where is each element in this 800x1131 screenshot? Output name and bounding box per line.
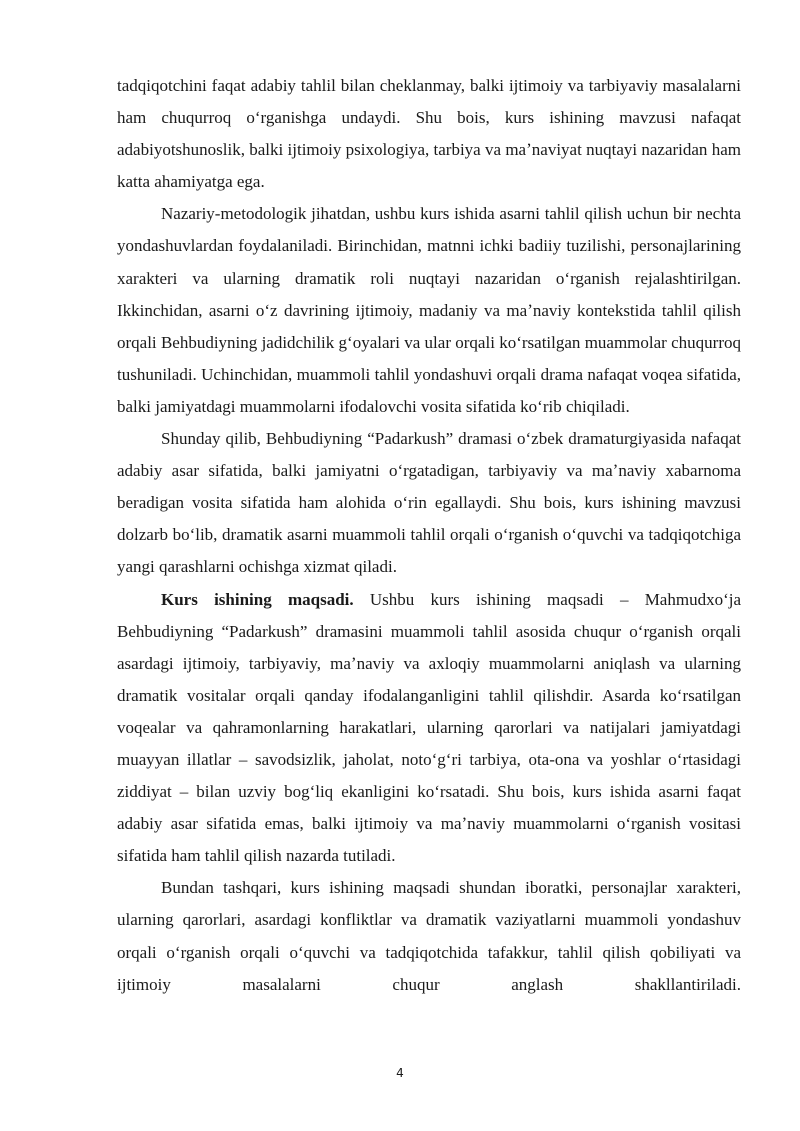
page-number: 4 [396, 1066, 404, 1080]
paragraph-1: tadqiqotchini faqat adabiy tahlil bilan cheklanmay, balki ijtimoiy va tarbiyaviy masalalarni ham chuqurroq oʻrganishga undaydi. Shu bois, kurs ishining mavzusi nafaqat adabiyotshunoslik, balki ijtimoiy psixologiya, tarbiya va maʼnaviyat nuqtayi nazaridan ham katta ahamiyatga ega. [117, 76, 741, 192]
body-text [117, 70, 741, 1001]
section-heading-inline: Kurs ishining maqsadi. [161, 589, 354, 609]
paragraph-3: Shunday qilib, Behbudiyning “Padarkush” dramasi oʻzbek dramaturgiyasida nafaqat adabiy asar sifatida, balki jamiyatni oʻrgatadigan, tarbiyaviy va maʼnaviy xabarnoma beradigan vosita sifatida ham alohida oʻrin egallaydi. Shu bois, kurs ishining mavzusi dolzarb boʻlib, dramatik asarni muammoli tahlil orqali oʻrganish oʻquvchi va tadqiqotchiga yangi qarashlarni ochishga xizmat qiladi. [117, 429, 741, 577]
paragraph-4-text: Ushbu kurs ishining maqsadi – Mahmudxoʻja Behbudiyning “Padarkush” dramasini muammoli tahlil asosida chuqur oʻrganish orqali asardagi ijtimoiy, tarbiyaviy, maʼnaviy va axloqiy muammolarni aniqlash va ularning dramatik vositalar orqali qanday ifodalanganligini tahlil qilishdir. Asarda koʻrsatilgan voqealar va qahramonlarning harakatlari, ularning qarorlari va natijalari jamiyatdagi muayyan illatlar – savodsizlik, jaholat, notoʻgʻri tarbiya, ota-ona va yoshlar oʻrtasidagi ziddiyat – bilan uzviy bogʻliq ekanligini koʻrsatadi. Shu bois, kurs ishida asarni faqat adabiy asar sifatida emas, balki ijtimoiy va maʼnaviy muammolarni oʻrganish vositasi sifatida ham tahlil qilish nazarda tutiladi. [117, 589, 742, 866]
paragraph-4 [117, 584, 741, 873]
paragraph-2: Nazariy-metodologik jihatdan, ushbu kurs ishida asarni tahlil qilish uchun bir nechta yondashuvlardan foydalaniladi. Birinchidan, matnni ichki badiiy tuzilishi, personajlarining xarakteri va ularning dramatik roli nuqtayi nazaridan oʻrganish rejalashtirilgan. Ikkinchidan, asarni oʻz davrining ijtimoiy, madaniy va maʼnaviy kontekstida tahlil qilish orqali Behbudiyning jadidchilik gʻoyalari va ular orqali koʻrsatilgan muammolar chuqurroq tushuniladi. Uchinchidan, muammoli tahlil yondashuvi orqali drama nafaqat voqea sifatida, balki jamiyatdagi muammolarni ifodalovchi vosita sifatida koʻrib chiqiladi. [117, 204, 741, 416]
paragraph-5: Bundan tashqari, kurs ishining maqsadi shundan iboratki, personajlar xarakteri, ularning qarorlari, asardagi konfliktlar va dramatik vaziyatlarni muammoli yondashuv orqali oʻrganish orqali oʻquvchi va tadqiqotchida tafakkur, tahlil qilish qobiliyati va ijtimoiy masalalarni chuqur anglash shakllantiriladi. [117, 878, 741, 994]
